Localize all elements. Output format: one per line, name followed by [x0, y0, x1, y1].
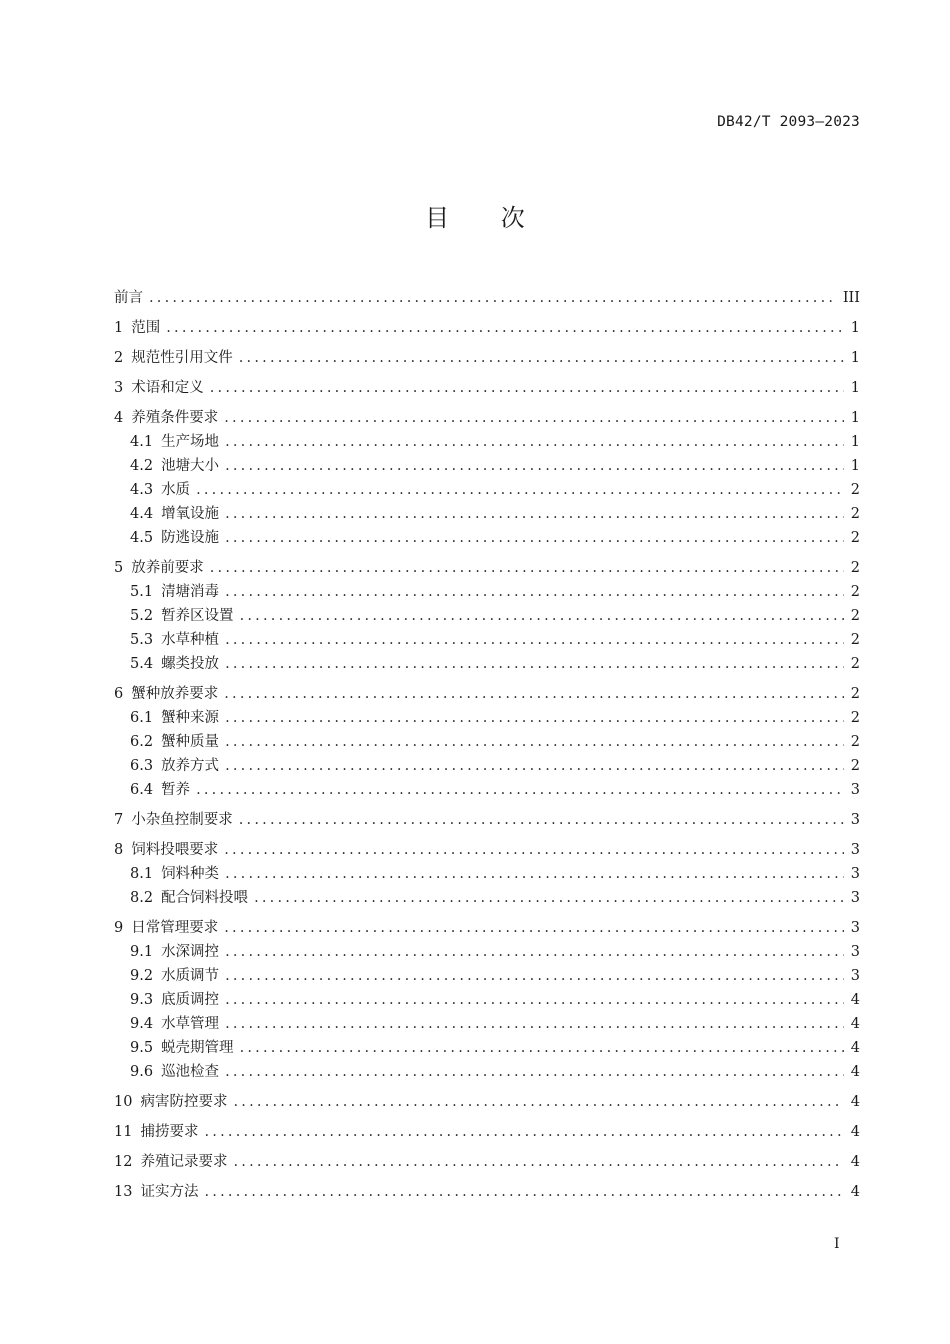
toc-entry-page: 2	[850, 506, 860, 522]
dot-leader	[225, 454, 844, 478]
toc-entry-number: 8	[114, 842, 124, 858]
toc-entry[interactable]	[114, 316, 860, 340]
dot-leader	[224, 406, 844, 430]
toc-entry-label: 养殖条件要求	[131, 410, 219, 426]
toc-entry-page: 1	[850, 458, 860, 474]
toc-entry-number: 13	[114, 1184, 133, 1200]
toc-entry-number: 6	[114, 686, 124, 702]
dot-leader	[225, 628, 844, 652]
toc-entry-label: 饲料种类	[161, 866, 220, 882]
toc-entry-number: 5.3	[130, 632, 154, 648]
toc-subentry[interactable]	[114, 706, 860, 730]
dot-leader	[240, 604, 844, 628]
toc-entry[interactable]	[114, 808, 860, 832]
toc-entry-number: 5	[114, 560, 124, 576]
toc-entry-page: 1	[850, 410, 860, 426]
dot-leader	[233, 1150, 844, 1174]
toc-subentry[interactable]	[114, 478, 860, 502]
toc-entry-label: 日常管理要求	[131, 920, 219, 936]
toc-entry-page: 2	[850, 608, 860, 624]
toc-entry-number: 8.2	[130, 890, 154, 906]
toc-entry-number: 8.1	[130, 866, 154, 882]
dot-leader	[225, 940, 844, 964]
toc-entry-page: 3	[850, 866, 860, 882]
toc-entry-number: 10	[114, 1094, 133, 1110]
dot-leader	[225, 754, 844, 778]
dot-leader	[225, 988, 844, 1012]
dot-leader	[224, 916, 844, 940]
toc-entry-page: 1	[850, 380, 860, 396]
toc-subentry[interactable]	[114, 430, 860, 454]
toc-entry-number: 6.4	[130, 782, 154, 798]
toc-entry-page: 1	[850, 320, 860, 336]
toc-entry-page: 2	[850, 710, 860, 726]
toc-entry-page: 4	[850, 1094, 860, 1110]
toc-entry-label: 水草管理	[161, 1016, 220, 1032]
toc-entry-label: 蜕壳期管理	[161, 1040, 234, 1056]
toc-entry-page: 2	[850, 584, 860, 600]
toc-entry-number: 9.4	[130, 1016, 154, 1032]
toc-entry[interactable]	[114, 1090, 860, 1114]
toc-subentry[interactable]	[114, 1036, 860, 1060]
dot-leader	[149, 286, 837, 310]
toc-subentry[interactable]	[114, 502, 860, 526]
toc-entry-number: 4.4	[130, 506, 154, 522]
toc-entry[interactable]	[114, 682, 860, 706]
dot-leader	[225, 706, 844, 730]
toc-subentry[interactable]	[114, 940, 860, 964]
toc-entry-label: 前言	[114, 290, 143, 306]
toc-entry[interactable]	[114, 556, 860, 580]
dot-leader	[233, 1090, 844, 1114]
toc-entry-number: 3	[114, 380, 124, 396]
toc-entry-label: 池塘大小	[161, 458, 220, 474]
toc-entry-page: 4	[850, 1040, 860, 1056]
toc-entry-label: 底质调控	[161, 992, 220, 1008]
dot-leader	[225, 580, 844, 604]
dot-leader	[224, 682, 844, 706]
toc-entry-page: 1	[850, 434, 860, 450]
toc-entry-page: 2	[850, 632, 860, 648]
toc-entry[interactable]	[114, 376, 860, 400]
toc-subentry[interactable]	[114, 526, 860, 550]
toc-entry-number: 4	[114, 410, 124, 426]
toc-entry-label: 规范性引用文件	[131, 350, 233, 366]
toc-entry-number: 4.2	[130, 458, 154, 474]
toc-entry-label: 病害防控要求	[140, 1094, 228, 1110]
dot-leader	[225, 964, 844, 988]
dot-leader	[240, 1036, 844, 1060]
toc-entry-page: 3	[850, 782, 860, 798]
toc-entry-label: 蟹种质量	[161, 734, 220, 750]
table-of-contents	[114, 286, 860, 1204]
dot-leader	[224, 838, 844, 862]
toc-entry-page: 3	[850, 842, 860, 858]
toc-entry-label: 蟹种放养要求	[131, 686, 219, 702]
toc-entry-number: 5.1	[130, 584, 154, 600]
toc-entry-number: 9.2	[130, 968, 154, 984]
toc-entry-label: 蟹种来源	[161, 710, 220, 726]
toc-entry-page: 2	[850, 686, 860, 702]
toc-entry-number: 6.2	[130, 734, 154, 750]
toc-entry-label: 生产场地	[161, 434, 220, 450]
dot-leader	[225, 1060, 844, 1084]
toc-entry-label: 清塘消毒	[161, 584, 220, 600]
dot-leader	[254, 886, 844, 910]
toc-entry-label: 暂养	[161, 782, 191, 798]
toc-entry-page: 1	[850, 350, 860, 366]
toc-entry-page: 4	[850, 1016, 860, 1032]
toc-entry[interactable]	[114, 286, 860, 310]
toc-entry-label: 水草种植	[161, 632, 220, 648]
standard-code: DB42/T 2093—2023	[717, 114, 860, 130]
toc-entry-number: 9.5	[130, 1040, 154, 1056]
toc-entry-page: 2	[850, 482, 860, 498]
toc-entry-page: 3	[850, 890, 860, 906]
toc-entry-number: 1	[114, 320, 124, 336]
toc-entry-page: 4	[850, 1064, 860, 1080]
toc-subentry[interactable]	[114, 988, 860, 1012]
toc-entry[interactable]	[114, 406, 860, 430]
toc-entry-number: 2	[114, 350, 124, 366]
toc-entry[interactable]	[114, 916, 860, 940]
toc-entry-label: 证实方法	[140, 1184, 199, 1200]
toc-entry-number: 9.6	[130, 1064, 154, 1080]
toc-subentry[interactable]	[114, 652, 860, 676]
dot-leader	[239, 808, 844, 832]
toc-entry-label: 捕捞要求	[140, 1124, 199, 1140]
dot-leader	[239, 346, 844, 370]
dot-leader	[204, 1180, 844, 1204]
toc-entry-label: 术语和定义	[131, 380, 204, 396]
toc-entry-number: 9.3	[130, 992, 154, 1008]
dot-leader	[166, 316, 844, 340]
toc-entry[interactable]	[114, 346, 860, 370]
dot-leader	[210, 376, 844, 400]
toc-subentry[interactable]	[114, 778, 860, 802]
dot-leader	[225, 1012, 844, 1036]
dot-leader	[196, 778, 844, 802]
toc-entry-number: 6.3	[130, 758, 154, 774]
toc-entry-label: 饲料投喂要求	[131, 842, 219, 858]
toc-entry-label: 小杂鱼控制要求	[131, 812, 233, 828]
toc-entry-page: 2	[850, 758, 860, 774]
toc-subentry[interactable]	[114, 754, 860, 778]
toc-entry-label: 水深调控	[161, 944, 220, 960]
toc-entry-page: 2	[850, 530, 860, 546]
dot-leader	[225, 652, 844, 676]
toc-entry-label: 养殖记录要求	[140, 1154, 228, 1170]
toc-entry-page: 3	[850, 812, 860, 828]
toc-entry-page: 4	[850, 1154, 860, 1170]
dot-leader	[225, 862, 844, 886]
toc-entry-label: 暂养区设置	[161, 608, 234, 624]
toc-entry-label: 水质	[161, 482, 191, 498]
toc-entry-page: 2	[850, 560, 860, 576]
toc-entry-page: 2	[850, 656, 860, 672]
toc-entry-number: 4.5	[130, 530, 154, 546]
toc-entry-label: 螺类投放	[161, 656, 220, 672]
toc-entry-page: 3	[850, 968, 860, 984]
toc-entry-number: 7	[114, 812, 124, 828]
toc-entry-label: 放养前要求	[131, 560, 204, 576]
toc-subentry[interactable]	[114, 964, 860, 988]
toc-entry-label: 配合饲料投喂	[161, 890, 249, 906]
dot-leader	[225, 430, 844, 454]
toc-entry[interactable]	[114, 1150, 860, 1174]
toc-entry-number: 11	[114, 1124, 133, 1140]
toc-entry-page: 4	[850, 1184, 860, 1200]
toc-subentry[interactable]	[114, 886, 860, 910]
toc-entry-page: III	[842, 290, 860, 306]
toc-entry-label: 增氧设施	[161, 506, 220, 522]
toc-subentry[interactable]	[114, 1012, 860, 1036]
toc-entry-page: 3	[850, 944, 860, 960]
toc-entry-page: 4	[850, 1124, 860, 1140]
toc-entry-label: 范围	[131, 320, 161, 336]
toc-subentry[interactable]	[114, 862, 860, 886]
toc-title: 目 次	[425, 204, 547, 232]
toc-entry-number: 12	[114, 1154, 133, 1170]
toc-entry-label: 防逃设施	[161, 530, 220, 546]
toc-entry-number: 4.1	[130, 434, 154, 450]
toc-entry[interactable]	[114, 838, 860, 862]
dot-leader	[196, 478, 844, 502]
dot-leader	[225, 502, 844, 526]
toc-entry-label: 巡池检查	[161, 1064, 220, 1080]
dot-leader	[225, 526, 844, 550]
toc-subentry[interactable]	[114, 730, 860, 754]
toc-subentry[interactable]	[114, 604, 860, 628]
toc-entry-page: 4	[850, 992, 860, 1008]
toc-entry-page: 2	[850, 734, 860, 750]
toc-entry[interactable]	[114, 1180, 860, 1204]
toc-entry-number: 4.3	[130, 482, 154, 498]
page-number: I	[834, 1236, 840, 1252]
toc-entry-number: 9	[114, 920, 124, 936]
toc-entry-label: 水质调节	[161, 968, 220, 984]
toc-entry-number: 5.2	[130, 608, 154, 624]
toc-entry-number: 6.1	[130, 710, 154, 726]
dot-leader	[210, 556, 844, 580]
toc-entry[interactable]	[114, 1120, 860, 1144]
dot-leader	[204, 1120, 844, 1144]
toc-entry-number: 5.4	[130, 656, 154, 672]
toc-entry-page: 3	[850, 920, 860, 936]
toc-subentry[interactable]	[114, 628, 860, 652]
toc-subentry[interactable]	[114, 580, 860, 604]
toc-subentry[interactable]	[114, 454, 860, 478]
dot-leader	[225, 730, 844, 754]
toc-subentry[interactable]	[114, 1060, 860, 1084]
toc-entry-number: 9.1	[130, 944, 154, 960]
toc-entry-label: 放养方式	[161, 758, 220, 774]
